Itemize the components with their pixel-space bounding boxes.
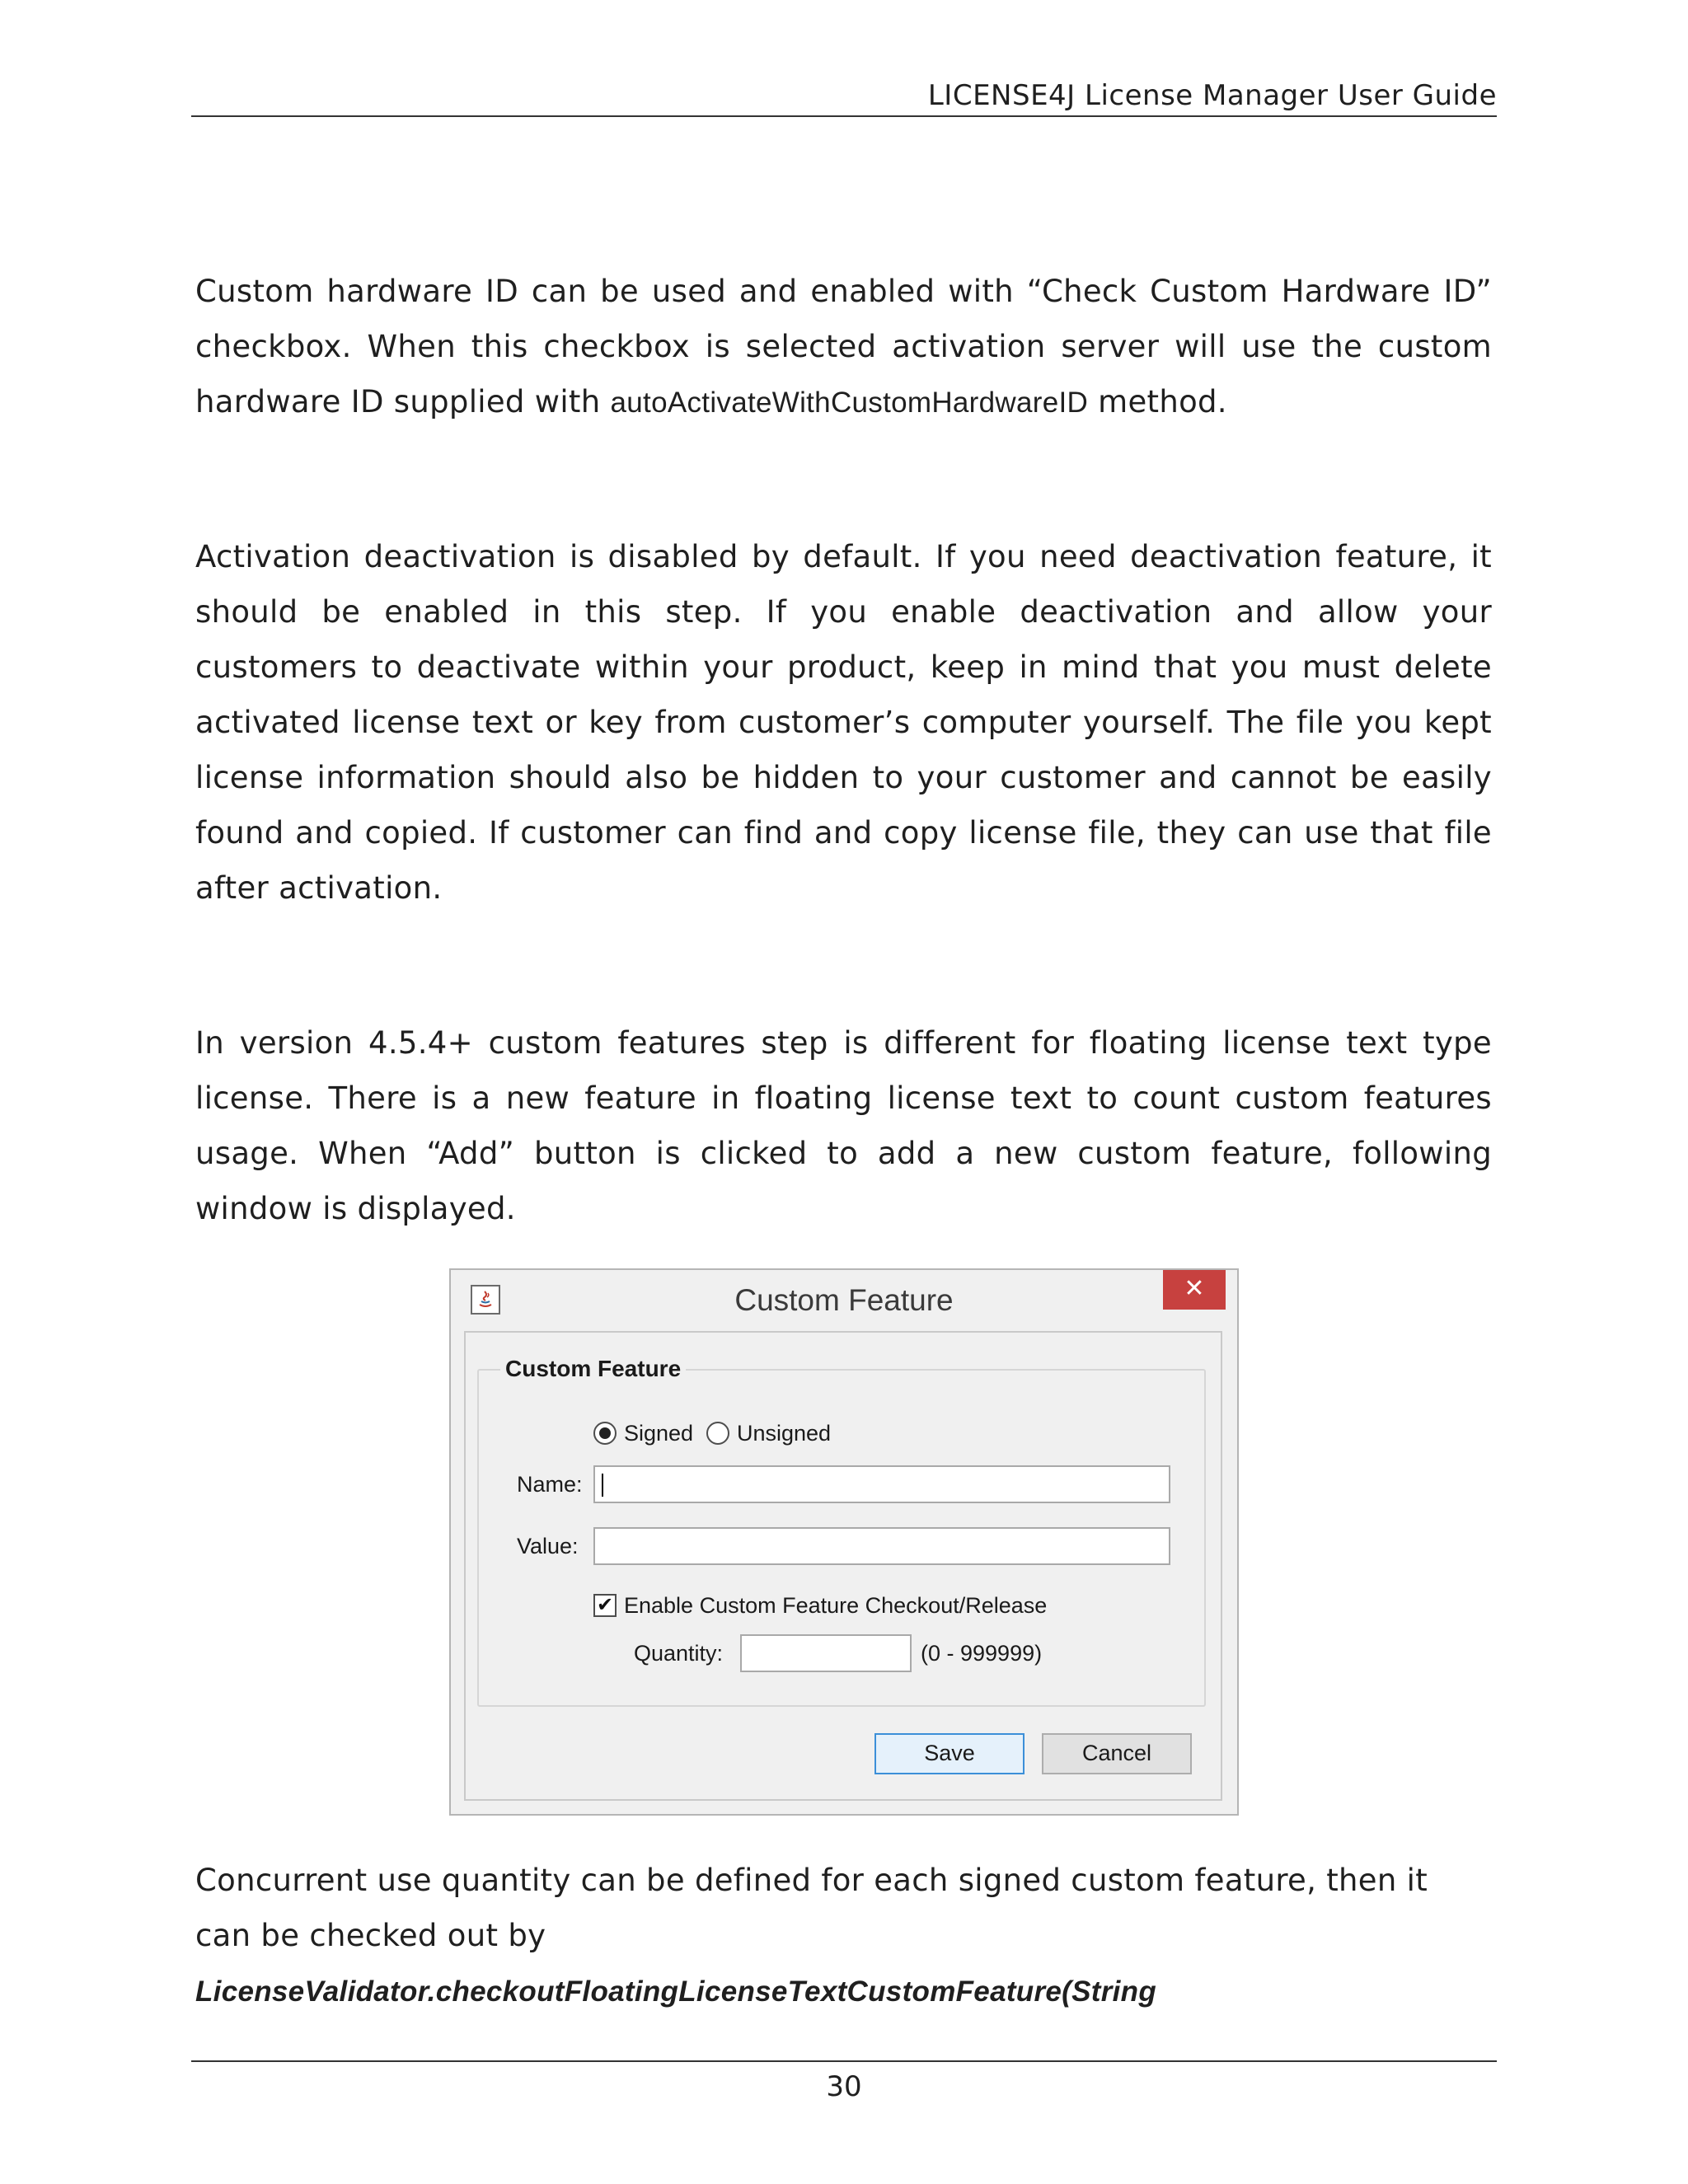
cancel-button[interactable]: Cancel [1042, 1733, 1192, 1774]
quantity-label: Quantity: [634, 1641, 724, 1666]
close-icon[interactable]: ✕ [1163, 1270, 1226, 1310]
name-label: Name: [517, 1472, 583, 1497]
checkout-release-checkbox[interactable]: ✔ [593, 1594, 617, 1617]
paragraph-concurrent-use [195, 1853, 1492, 2019]
footer-rule [191, 2060, 1497, 2062]
paragraph-deactivation: Activation deactivation is disabled by default. If you need deactivation feature, it should be enabled in this step. If you enable deactivation and allow your customers to deactivate within your product, keep in mind that you must delete activated license text or key from customer’s computer yourself. The file you kept license information should also be hidden to your customer and cannot be easily found and copied. If customer can find and copy license file, they can use that file after activation. [195, 539, 1492, 906]
dialog-titlebar [451, 1270, 1237, 1331]
name-input[interactable] [593, 1465, 1170, 1503]
value-label: Value: [517, 1534, 579, 1558]
signed-radio-label: Signed [624, 1421, 694, 1446]
unsigned-radio[interactable] [706, 1422, 729, 1445]
text-caret [602, 1474, 603, 1497]
header-rule [191, 115, 1497, 117]
method-signature: LicenseValidator.checkoutFloatingLicenseTextCustomFeature(String [195, 1975, 1157, 2008]
group-title: Custom Feature [500, 1352, 686, 1385]
paragraph-text: Custom hardware ID can be used and enabled with “Check Custom Hardware ID” checkbox. When this checkbox is selected activation server will use the custom hardware ID supplied with [195, 274, 1492, 419]
quantity-input[interactable] [740, 1634, 912, 1672]
unsigned-radio-label: Unsigned [737, 1421, 832, 1446]
method-name: autoActivateWithCustomHardwareID [610, 387, 1089, 419]
custom-feature-dialog [449, 1268, 1239, 1816]
signed-radio[interactable] [593, 1422, 617, 1445]
paragraph-text: Concurrent use quantity can be defined for each signed custom feature, then it can be checked out by [195, 1863, 1428, 1953]
value-input[interactable] [593, 1527, 1170, 1565]
quantity-range-hint: (0 - 999999) [921, 1641, 1043, 1666]
paragraph-text-tail: method. [1088, 384, 1227, 419]
checkout-release-label: Enable Custom Feature Checkout/Release [624, 1593, 1048, 1618]
paragraph-custom-features: In version 4.5.4+ custom features step is different for floating license text type license. There is a new feature in floating license text to count custom features usage. When “Add” button is clicked to add a new custom feature, following window is displayed. [195, 1025, 1492, 1226]
dialog-title: Custom Feature [734, 1283, 954, 1317]
page-number: 30 [826, 2070, 862, 2103]
paragraph-custom-hardware-id [195, 264, 1492, 430]
save-button[interactable]: Save [874, 1733, 1025, 1774]
page-header: LICENSE4J License Manager User Guide [927, 79, 1497, 112]
